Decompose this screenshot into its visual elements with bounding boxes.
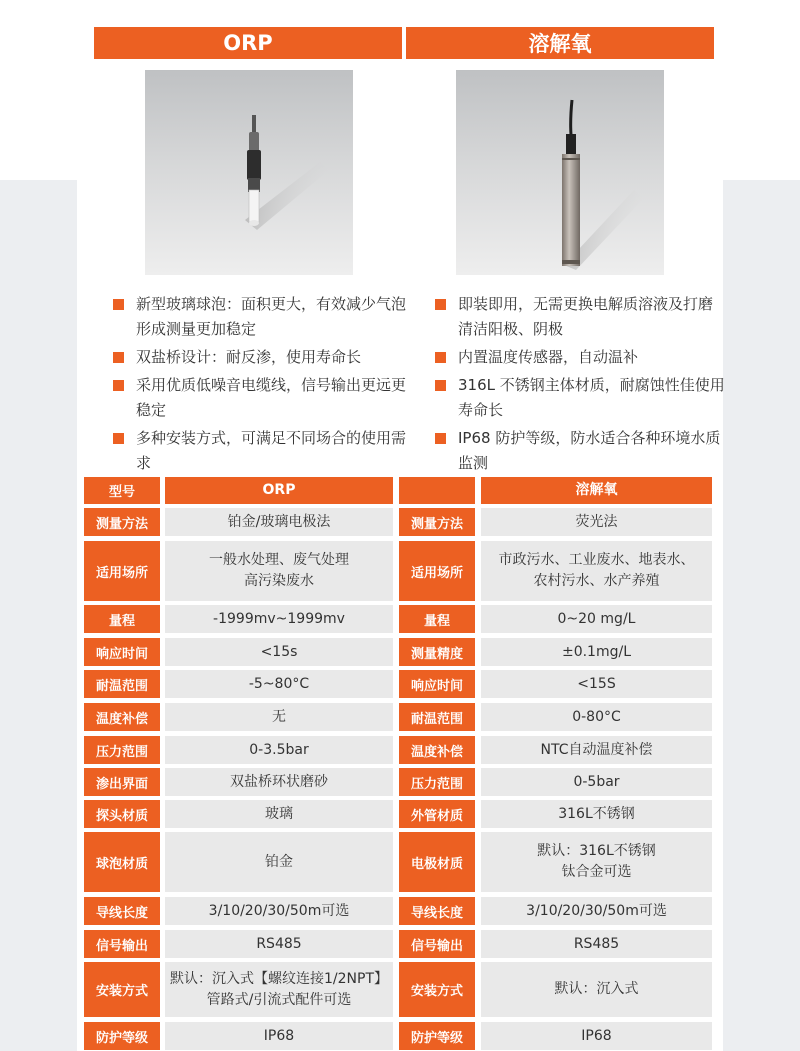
spec-value-orp: RS485 xyxy=(165,930,393,958)
spec-label-orp: 温度补偿 xyxy=(84,703,160,731)
spec-value-do: 市政污水、工业废水、地表水、 农村污水、水产养殖 xyxy=(481,541,712,601)
do-feature-list xyxy=(435,292,725,479)
orp-feature-list xyxy=(113,292,409,479)
spec-label-orp: 量程 xyxy=(84,605,160,633)
spec-label-orp: 压力范围 xyxy=(84,736,160,764)
spec-label-orp: 导线长度 xyxy=(84,897,160,925)
column-header-do: 溶解氧 xyxy=(406,27,714,59)
spec-label-do xyxy=(399,477,475,504)
spec-value-do: IP68 xyxy=(481,1022,712,1050)
spec-value-orp: 玻璃 xyxy=(165,800,393,828)
list-item: 内置温度传感器，自动温补 xyxy=(435,345,725,370)
spec-value-do: 溶解氧 xyxy=(481,477,712,504)
spec-label-orp: 球泡材质 xyxy=(84,832,160,892)
spec-value-do: NTC自动温度补偿 xyxy=(481,736,712,764)
spec-value-do: 默认：沉入式 xyxy=(481,962,712,1017)
bullet-square-icon xyxy=(435,433,446,444)
column-header-orp: ORP xyxy=(94,27,402,59)
spec-value-orp: 3/10/20/30/50m可选 xyxy=(165,897,393,925)
spec-label-do: 信号输出 xyxy=(399,930,475,958)
spec-value-do: <15S xyxy=(481,670,712,698)
spec-value-orp: 一般水处理、废气处理 高污染废水 xyxy=(165,541,393,601)
list-item: IP68 防护等级，防水适合各种环境水质监测 xyxy=(435,426,725,476)
spec-label-do: 耐温范围 xyxy=(399,703,475,731)
bullet-square-icon xyxy=(113,380,124,391)
spec-label-do: 响应时间 xyxy=(399,670,475,698)
list-item: 新型玻璃球泡：面积更大，有效减少气泡形成测量更加稳定 xyxy=(113,292,409,342)
spec-label-orp: 信号输出 xyxy=(84,930,160,958)
bullet-square-icon xyxy=(435,352,446,363)
bullet-square-icon xyxy=(113,299,124,310)
bullet-square-icon xyxy=(113,433,124,444)
list-item: 316L 不锈钢主体材质，耐腐蚀性佳使用寿命长 xyxy=(435,373,725,423)
spec-value-do: 0-5bar xyxy=(481,768,712,796)
spec-label-do: 温度补偿 xyxy=(399,736,475,764)
spec-value-do: 荧光法 xyxy=(481,508,712,536)
spec-label-orp: 耐温范围 xyxy=(84,670,160,698)
orp-probe-photo xyxy=(145,70,353,275)
spec-value-orp: 无 xyxy=(165,703,393,731)
spec-label-do: 电极材质 xyxy=(399,832,475,892)
spec-value-orp: 铂金 xyxy=(165,832,393,892)
spec-label-orp: 适用场所 xyxy=(84,541,160,601)
bullet-square-icon xyxy=(435,299,446,310)
spec-value-orp: 默认：沉入式【螺纹连接1/2NPT】 管路式/引流式配件可选 xyxy=(165,962,393,1017)
spec-label-orp: 响应时间 xyxy=(84,638,160,666)
spec-label-do: 外管材质 xyxy=(399,800,475,828)
spec-value-orp: <15s xyxy=(165,638,393,666)
spec-value-orp: 0-3.5bar xyxy=(165,736,393,764)
bullet-square-icon xyxy=(435,380,446,391)
list-item: 采用优质低噪音电缆线，信号输出更远更稳定 xyxy=(113,373,409,423)
spec-value-orp: IP68 xyxy=(165,1022,393,1050)
spec-label-do: 测量方法 xyxy=(399,508,475,536)
spec-value-do: 0-80°C xyxy=(481,703,712,731)
spec-label-do: 适用场所 xyxy=(399,541,475,601)
spec-value-orp: -1999mv~1999mv xyxy=(165,605,393,633)
do-probe-photo xyxy=(456,70,664,275)
spec-value-do: RS485 xyxy=(481,930,712,958)
spec-value-orp: ORP xyxy=(165,477,393,504)
spec-label-do: 测量精度 xyxy=(399,638,475,666)
spec-label-orp: 安装方式 xyxy=(84,962,160,1017)
spec-label-do: 防护等级 xyxy=(399,1022,475,1050)
spec-label-orp: 渗出界面 xyxy=(84,768,160,796)
spec-value-orp: 铂金/玻璃电极法 xyxy=(165,508,393,536)
spec-label-orp: 探头材质 xyxy=(84,800,160,828)
list-item: 多种安装方式，可满足不同场合的使用需求 xyxy=(113,426,409,476)
list-item: 即装即用，无需更换电解质溶液及打磨清洁阳极、阴极 xyxy=(435,292,725,342)
spec-value-do: 3/10/20/30/50m可选 xyxy=(481,897,712,925)
spec-value-do: 316L不锈钢 xyxy=(481,800,712,828)
list-item: 双盐桥设计：耐反渗，使用寿命长 xyxy=(113,345,409,370)
spec-label-orp: 测量方法 xyxy=(84,508,160,536)
spec-value-do: ±0.1mg/L xyxy=(481,638,712,666)
spec-label-do: 安装方式 xyxy=(399,962,475,1017)
spec-label-do: 压力范围 xyxy=(399,768,475,796)
spec-value-do: 默认：316L不锈钢 钛合金可选 xyxy=(481,832,712,892)
spec-value-do: 0~20 mg/L xyxy=(481,605,712,633)
spec-value-orp: 双盐桥环状磨砂 xyxy=(165,768,393,796)
spec-label-do: 导线长度 xyxy=(399,897,475,925)
spec-label-do: 量程 xyxy=(399,605,475,633)
bullet-square-icon xyxy=(113,352,124,363)
spec-value-orp: -5~80°C xyxy=(165,670,393,698)
spec-label-orp: 型号 xyxy=(84,477,160,504)
spec-label-orp: 防护等级 xyxy=(84,1022,160,1050)
